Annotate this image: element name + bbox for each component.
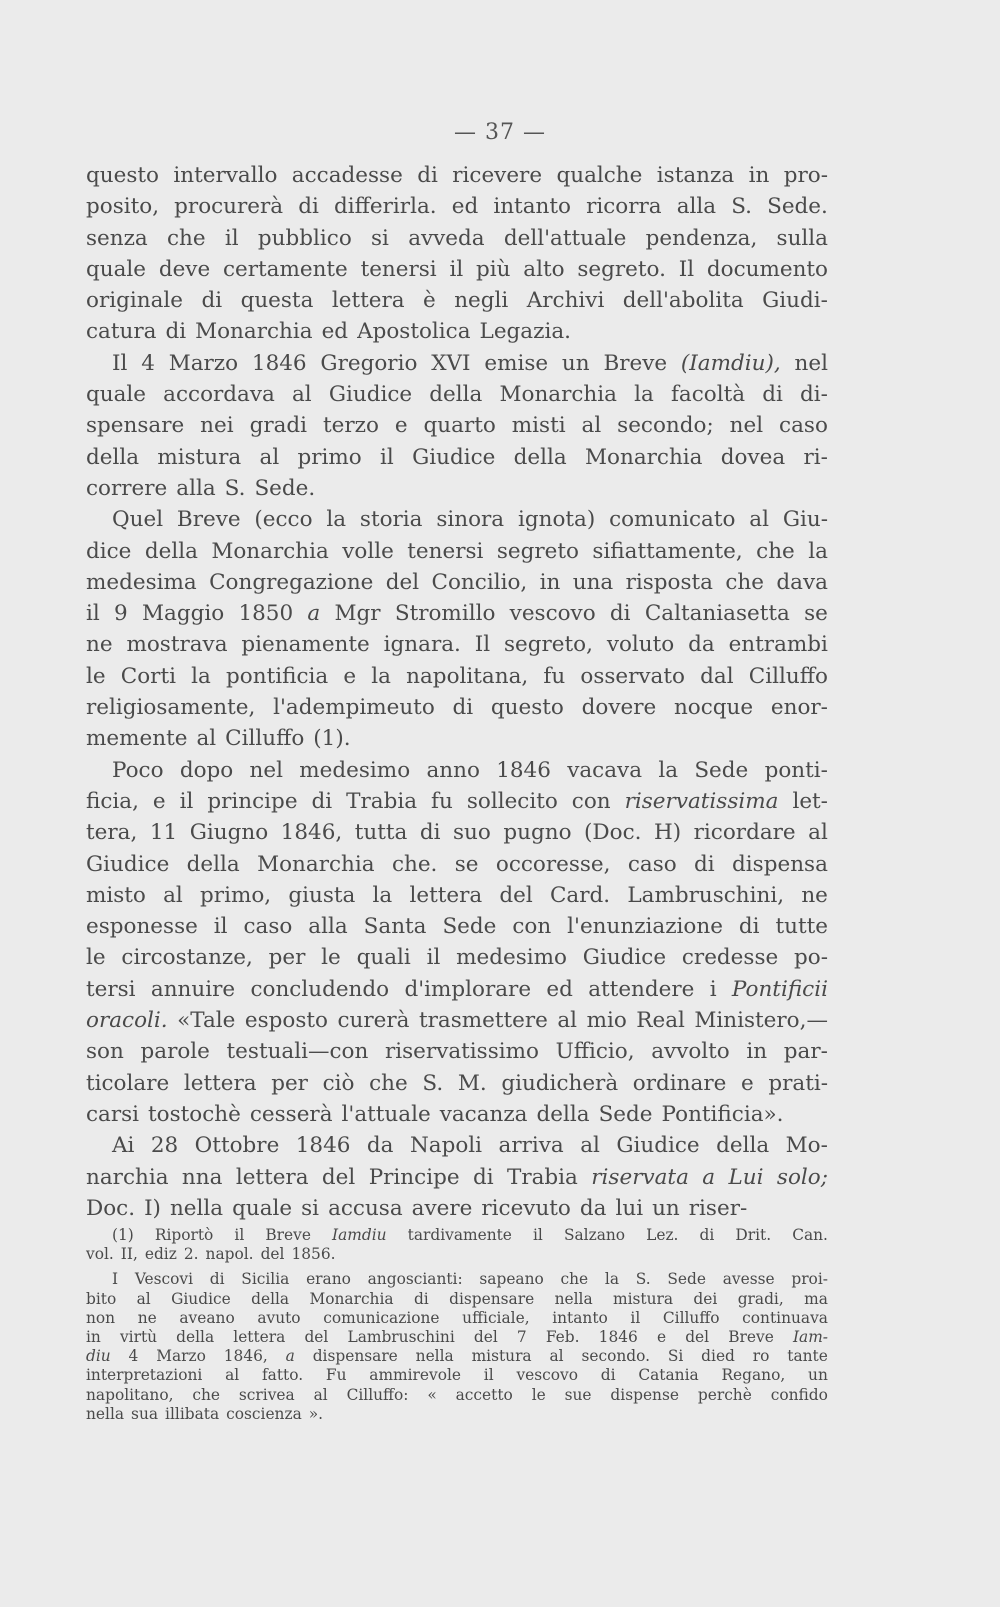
paragraph-line: catura di Monarchia ed Apostolica Legazia. [86, 319, 571, 345]
paragraph-line: originale di questa lettera è negli Archivi dell'abolita Giudi- [86, 288, 828, 314]
page-number: — 37 — [454, 120, 546, 145]
footnote-line: I Vescovi di Sicilia erano angoscianti: sapeano che la S. Sede avesse proi- [112, 1270, 828, 1289]
paragraph-line: narchia nna lettera del Principe di Trabia riservata a Lui solo; [86, 1164, 828, 1190]
footnotes [86, 1226, 828, 1424]
paragraph-line: correre alla S. Sede. [86, 475, 316, 501]
paragraph-line: Il 4 Marzo 1846 Gregorio XVI emise un Breve (Iamdiu), nel [112, 350, 828, 376]
main-text [86, 160, 828, 1224]
paragraph-line: il 9 Maggio 1850 a Mgr Stromillo vescovo di Caltaniasetta se [86, 601, 828, 627]
paragraph-line: carsi tostochè cesserà l'attuale vacanza della Sede Pontificia». [86, 1101, 784, 1127]
paragraph-line: le circostanze, per le quali il medesimo Giudice credesse po- [86, 945, 828, 971]
paragraph-line: quale accordava al Giudice della Monarchia la facoltà di di- [86, 382, 828, 408]
paragraph-line: della mistura al primo il Giudice della Monarchia dovea ri- [86, 444, 828, 470]
footnote-line: napolitano, che scrivea al Cilluffo: « accetto le sue dispense perchè confido [86, 1385, 828, 1404]
footnote-line: (1) Riportò il Breve Iamdiu tardivamente il Salzano Lez. di Drit. Can. [112, 1226, 828, 1244]
paragraph-line: medesima Congregazione del Concilio, in una risposta che dava [86, 569, 828, 595]
paragraph-line: tera, 11 Giugno 1846, tutta di suo pugno (Doc. H) ricordare al [86, 820, 828, 846]
paragraph-line: senza che il pubblico si avveda dell'attuale pendenza, sulla [86, 225, 828, 251]
paragraph-line: memente al Cilluffo (1). [86, 726, 351, 752]
footnote-line: vol. II, ediz 2. napol. del 1856. [86, 1245, 336, 1264]
footnote-line: nella sua illibata coscienza ». [86, 1404, 324, 1423]
paragraph-line: Giudice della Monarchia che. se occoresse, caso di dispensa [86, 851, 828, 877]
footnote-line: diu 4 Marzo 1846, a dispensare nella mistura al secondo. Si died ro tante [86, 1347, 828, 1366]
paragraph-line: religiosamente, l'adempimeuto di questo dovere nocque enor- [86, 695, 828, 721]
paragraph-line: ficia, e il principe di Trabia fu sollecito con riservatissima let- [86, 788, 828, 814]
paragraph-line: ne mostrava pienamente ignara. Il segreto, voluto da entrambi [86, 632, 828, 658]
paragraph-line: misto al primo, giusta la lettera del Card. Lambruschini, ne [86, 882, 828, 908]
paragraph-line: son parole testuali—con riservatissimo Ufficio, avvolto in par- [86, 1039, 828, 1065]
paragraph-line: Ai 28 Ottobre 1846 da Napoli arriva al Giudice della Mo- [112, 1133, 828, 1159]
paragraph-line: le Corti la pontificia e la napolitana, fu osservato dal Cilluffo [86, 663, 828, 689]
paragraph-line: tersi annuire concludendo d'implorare ed attendere i Pontificii [86, 976, 828, 1002]
footnote-line: interpretazioni al fatto. Fu ammirevole il vescovo di Catania Regano, un [86, 1366, 828, 1385]
paragraph-line: posito, procurerà di differirla. ed intanto ricorra alla S. Sede. [86, 194, 828, 220]
paragraph-line: ticolare lettera per ciò che S. M. giudicherà ordinare e prati- [86, 1070, 828, 1096]
paragraph-line: spensare nei gradi terzo e quarto misti al secondo; nel caso [86, 413, 828, 439]
paragraph-line: Doc. I) nella quale si accusa avere ricevuto da lui un riser- [86, 1195, 748, 1221]
paragraph-line: questo intervallo accadesse di ricevere qualche istanza in pro- [86, 163, 828, 188]
paragraph-line: Quel Breve (ecco la storia sinora ignota) comunicato al Giu- [112, 507, 828, 533]
paragraph-line: quale deve certamente tenersi il più alto segreto. Il documento [86, 256, 828, 282]
footnote-line: non ne aveano avuto comunicazione ufficiale, intanto il Cilluffo continuava [86, 1308, 828, 1327]
footnote-line: in virtù della lettera del Lambruschini del 7 Feb. 1846 e del Breve Iam- [86, 1327, 828, 1346]
paragraph-line: esponesse il caso alla Santa Sede con l'enunziazione di tutte [86, 914, 828, 940]
footnote-line: bito al Giudice della Monarchia di dispensare nella mistura dei gradi, ma [86, 1289, 828, 1308]
paragraph-line: dice della Monarchia volle tenersi segreto sifiattamente, che la [86, 538, 828, 564]
paragraph-line: oracoli. «Tale esposto curerà trasmettere al mio Real Ministero,— [86, 1008, 828, 1034]
paragraph-line: Poco dopo nel medesimo anno 1846 vacava la Sede ponti- [112, 757, 828, 783]
